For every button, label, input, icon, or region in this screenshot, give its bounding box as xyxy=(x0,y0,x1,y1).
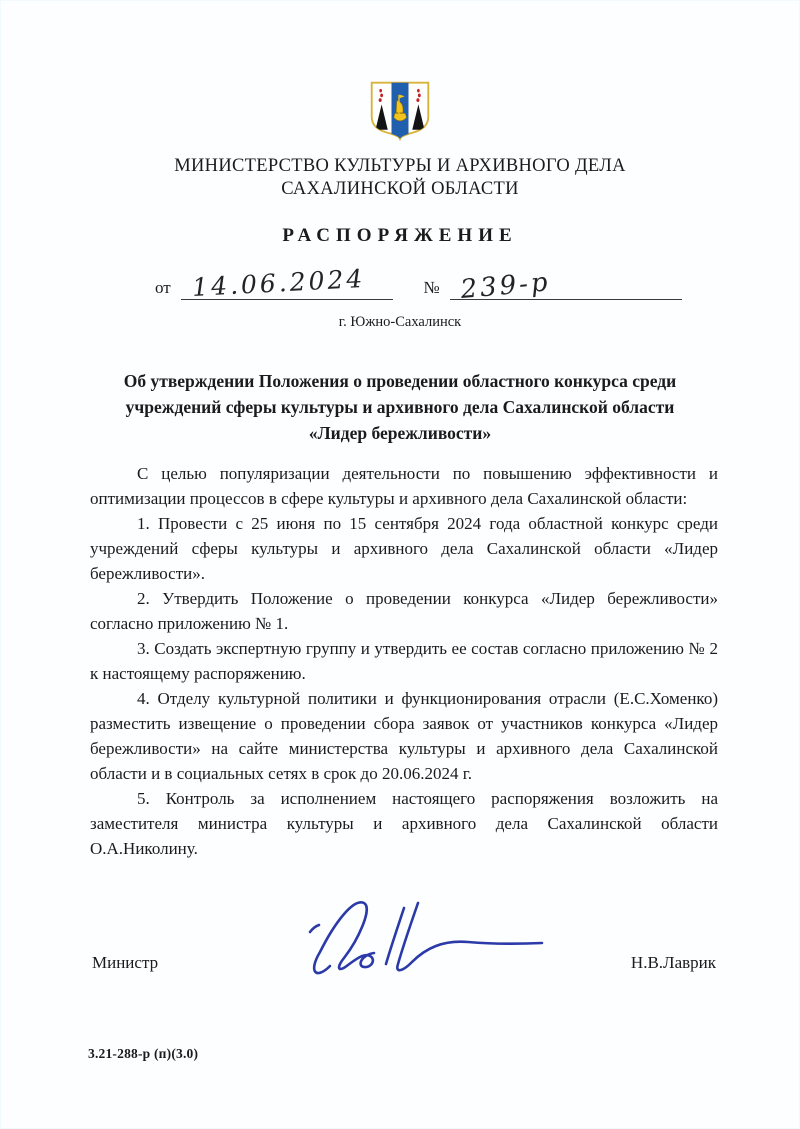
handwritten-signature xyxy=(300,894,550,981)
document-subject xyxy=(0,368,800,446)
org-name-line2: САХАЛИНСКОЙ ОБЛАСТИ xyxy=(281,179,519,199)
organization-name xyxy=(0,155,800,201)
paragraph-preamble: С целью популяризации деятельности по повышению эффективности и оптимизации процессов в сфере культуры и архивного дела Сахалинской области: xyxy=(90,464,718,508)
subject-line3: «Лидер бережливости» xyxy=(308,423,492,443)
handwritten-date: 14.06.2024 xyxy=(191,263,366,302)
date-underline xyxy=(181,263,393,300)
paragraph-item-5: 5. Контроль за исполнением настоящего распоряжения возложить на заместителя министра культуры и архивного дела Сахалинской области О.А.Николину. xyxy=(90,789,718,858)
emblem-container xyxy=(0,0,800,147)
paragraph-item-3: 3. Создать экспертную группу и утвердить ее состав согласно приложению № 2 к настоящему распоряжению. xyxy=(90,639,718,683)
handwritten-number: 239-р xyxy=(459,267,552,305)
org-name-line1: МИНИСТЕРСТВО КУЛЬТУРЫ И АРХИВНОГО ДЕЛА xyxy=(174,156,626,176)
paragraph-item-2: 2. Утвердить Положение о проведении конкурса «Лидер бережливости» согласно приложению № 1. xyxy=(90,589,718,633)
signer-position-label: Министр xyxy=(92,953,159,972)
number-prefix-label: № xyxy=(423,278,440,297)
paragraph-item-4: 4. Отделу культурной политики и функционирования отрасли (Е.С.Хоменко) разместить извещение о проведении сбора заявок от участников конкурса «Лидер бережливости» на сайте министерства культуры и архивного дела Сахалинской области и в социальных сетях в срок до 20.06.2024 г. xyxy=(90,689,718,783)
signer-name-label: Н.В.Лаврик xyxy=(630,953,716,972)
number-underline xyxy=(450,263,682,305)
document-type-title: РАСПОРЯЖЕНИЕ xyxy=(282,225,518,246)
subject-line2: учреждений сферы культуры и архивного дела Сахалинской области xyxy=(125,397,675,417)
subject-line1: Об утверждении Положения о проведении областного конкурса среди xyxy=(123,371,677,391)
paragraph-item-1: 1. Провести с 25 июня по 15 сентября 2024 года областной конкурс среди учреждений сферы культуры и архивного дела Сахалинской области «Лидер бережливости». xyxy=(90,514,718,583)
city-label: г. Южно-Сахалинск xyxy=(338,314,462,330)
date-prefix-label: от xyxy=(155,278,171,297)
date-number-line xyxy=(155,263,800,305)
document-body xyxy=(0,461,800,861)
signature-block xyxy=(0,903,800,975)
sakhalin-coat-of-arms-icon xyxy=(367,78,433,147)
footer-registration-code: 3.21-288-р (п)(3.0) xyxy=(88,1046,199,1061)
